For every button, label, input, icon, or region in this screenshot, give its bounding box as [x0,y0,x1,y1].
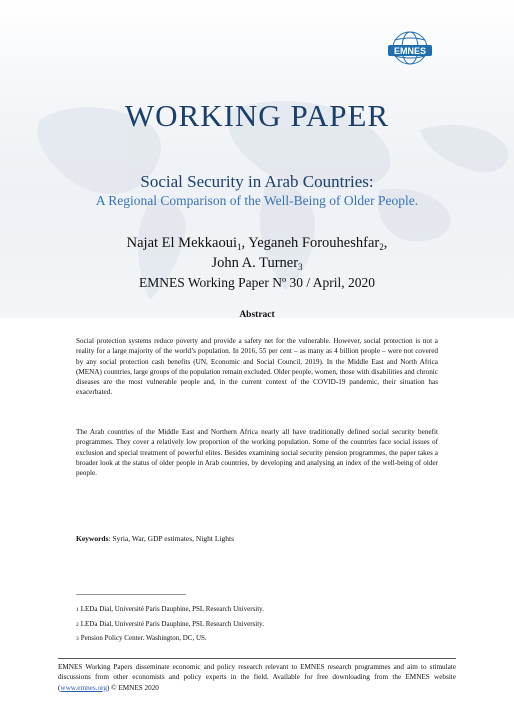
abstract-paragraph: The Arab countries of the Middle East and Northern Africa nearly all have traditionally defined social security benefit programmes. They cover a relatively low proportion of the working population. Some of the countries face social issues of exclusion and special treatment of powerful elites. Besides examining social security pension programmes, the paper takes a broader look at the status of older people in Arab countries, by developing and analysing an index of the well-being of older people. [76,428,438,478]
footer-text: EMNES Working Papers disseminate economic and policy research relevant to EMNES research programmes and aim to stimulate discussions from other economists and policy experts in the field. Available for free downloading from the EMNES website ( [58,663,456,692]
keywords [76,534,234,543]
footer-note [58,662,456,693]
footnote [76,605,264,613]
footnote-text: Pension Policy Center. Washington, DC, US. [80,634,207,642]
paper-subtitle: A Regional Comparison of the Well-Being of Older People. [95,193,419,208]
footnote-text: LEDa Dial, Université Paris Dauphine, PSL Research University. [80,605,264,613]
abstract-heading: Abstract [239,310,275,320]
author-name: Yeganeh Forouheshfar [248,235,380,251]
emnes-logo [382,30,438,76]
footnote-mark: 2 [76,622,79,628]
website-link[interactable]: www.emnes.org [60,683,107,692]
footer-divider [58,658,456,659]
paper-title: Social Security in Arab Countries: [140,172,374,191]
author-name: John A. Turner [211,255,299,271]
footnote-mark: 1 [236,242,242,252]
keywords-label: Keywords [76,534,109,543]
footnote-divider [76,594,186,595]
paper-number: EMNES Working Paper Nº 30 / April, 2020 [138,275,376,290]
footer-text: ) © EMNES 2020 [106,683,159,692]
footnote-mark: 2 [379,242,384,252]
footnote-text: LEDa Dial, Université Paris Dauphine, PSL Research University. [80,620,264,628]
author-list: Najat El Mekkaoui$_1$, Yeganeh Forouheshfar$_2$, John A. Turner$_3$ [126,235,388,272]
footnote-mark: 3 [76,636,79,642]
author-name: Najat El Mekkaoui [126,235,237,251]
footnote [76,634,207,642]
footnote [76,620,264,628]
footnote-mark: 1 [76,607,79,613]
cover-header [0,0,514,318]
footnote-mark: 3 [298,262,303,272]
abstract-paragraph: Social protection systems reduce poverty and provide a safety net for the vulnerable. However, social protection is not a reality for a large majority of the world’s population. In 2016, 55 per cent – as many as 4 billion people – were not covered by any social protection cash benefits (UN, Economic and Social Council, 2019). In the Middle East and North Africa (MENA) countries, large groups of the population remain excluded. Older people, women, those with disabilities and chronic diseases are the most vulnerable people and, in the current context of the COVID-19 pandemic, their situation has exacerbated. [76,337,438,397]
keywords-value: : Syria, War, GDP estimates, Night Lights [108,534,235,543]
document-title: WORKING PAPER [124,98,390,133]
logo-text: EMNES [393,46,427,56]
